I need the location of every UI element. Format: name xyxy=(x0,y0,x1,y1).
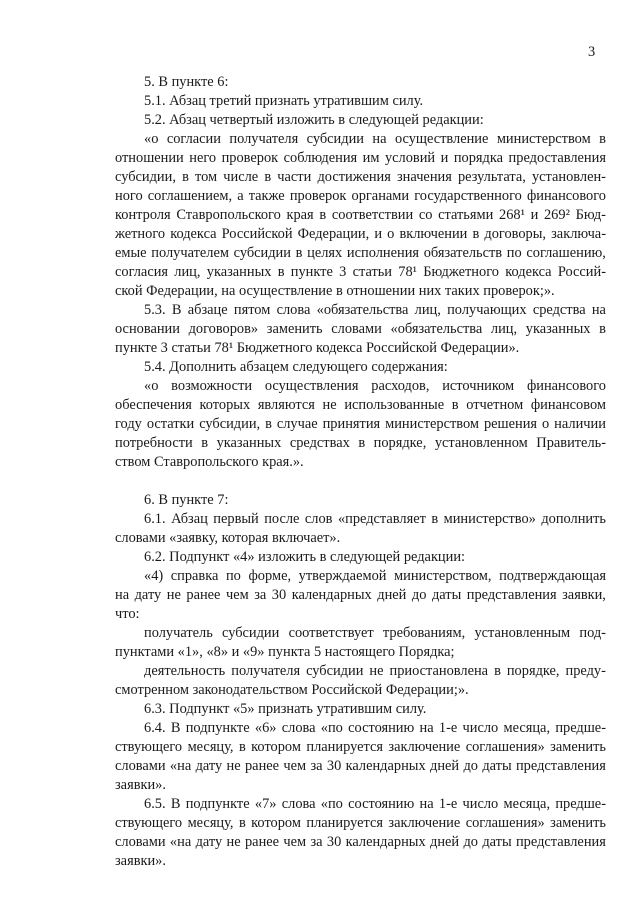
word: 30 xyxy=(326,758,342,774)
word: подтверждающая xyxy=(499,568,606,584)
word: органами xyxy=(351,188,410,204)
text-line: что: xyxy=(115,606,140,622)
word: в xyxy=(431,511,439,527)
word: Бюд- xyxy=(575,207,606,223)
word: число xyxy=(462,720,499,736)
word: лиц, xyxy=(174,264,201,280)
word: В xyxy=(171,302,182,318)
word: отношении xyxy=(115,150,184,166)
word: слова xyxy=(276,302,311,318)
word: ствующего xyxy=(115,739,183,755)
word: источником xyxy=(442,378,515,394)
word: после xyxy=(264,511,300,527)
word: в xyxy=(451,397,459,413)
word: решения xyxy=(483,416,538,432)
word: в xyxy=(358,435,366,451)
word: проверок xyxy=(221,150,279,166)
word: преду- xyxy=(565,663,606,679)
word: установлен- xyxy=(531,169,606,185)
word: обязательств xyxy=(423,245,503,261)
word: заключение xyxy=(388,815,461,831)
word: края xyxy=(286,207,314,223)
word: Правитель- xyxy=(536,435,606,451)
word: части xyxy=(277,169,312,185)
word: ранее xyxy=(244,834,280,850)
word: «4) xyxy=(144,568,164,584)
word: не xyxy=(226,834,241,850)
text-line xyxy=(144,719,606,738)
word: планируется xyxy=(306,815,383,831)
word: установленном xyxy=(434,435,528,451)
word: на xyxy=(419,720,434,736)
word: словами xyxy=(115,834,166,850)
word: абзаце xyxy=(187,302,228,318)
text-line: пункте 3 статьи 78¹ Бюджетного кодекса Российской Федерации». xyxy=(115,340,520,356)
word: том xyxy=(195,169,218,185)
word: потребности xyxy=(115,435,193,451)
word: под- xyxy=(579,625,606,641)
word: году xyxy=(115,416,142,432)
word: по xyxy=(225,568,241,584)
word: в xyxy=(238,739,246,755)
text-line xyxy=(115,244,606,263)
word: министерством xyxy=(496,131,591,147)
word: в xyxy=(201,435,209,451)
word: достижения xyxy=(317,169,391,185)
word: календарных xyxy=(345,758,426,774)
word: заявки, xyxy=(562,587,606,603)
text-line: заявки». xyxy=(115,777,166,793)
word: за xyxy=(310,758,323,774)
word: даты xyxy=(482,834,512,850)
word: «по xyxy=(320,720,343,736)
word: предше- xyxy=(555,796,606,812)
word: случае xyxy=(276,416,318,432)
word: до xyxy=(463,758,478,774)
word: финансового xyxy=(526,378,606,394)
word: являются xyxy=(257,397,315,413)
word: контроля xyxy=(115,207,171,223)
word: согласия xyxy=(115,264,169,280)
word: приостановлена xyxy=(389,663,489,679)
word: значения xyxy=(397,169,452,185)
text-line xyxy=(115,187,606,206)
word: «7» xyxy=(254,796,277,812)
word: словами xyxy=(115,758,166,774)
word: указанных xyxy=(216,435,282,451)
word: «на xyxy=(169,834,192,850)
word: жетного xyxy=(115,226,166,242)
word: пункте xyxy=(290,264,333,280)
word: 268¹ xyxy=(499,207,525,223)
word: состоянию xyxy=(348,796,415,812)
word: субсидии xyxy=(222,625,280,641)
word: кодекса xyxy=(505,264,552,280)
word: согласии xyxy=(166,131,221,147)
text-line xyxy=(115,833,606,852)
text-line: словами «заявку, которая включает». xyxy=(115,530,341,546)
word: министерство» xyxy=(443,511,536,527)
word: также xyxy=(248,188,285,204)
word: «представляет xyxy=(337,511,426,527)
text-line xyxy=(115,814,606,833)
word: ствующего xyxy=(115,815,183,831)
word: договоры, xyxy=(484,226,547,242)
word: заменить xyxy=(550,815,606,831)
word: получающих xyxy=(447,302,527,318)
word: слова xyxy=(281,796,316,812)
text-line xyxy=(115,396,606,415)
word: дней xyxy=(377,587,407,603)
word: чем xyxy=(283,758,307,774)
text-line xyxy=(115,738,606,757)
word: Бюджетного xyxy=(423,264,499,280)
word: календарных xyxy=(345,834,426,850)
word: до xyxy=(463,834,478,850)
word: по xyxy=(506,245,522,261)
word: в xyxy=(265,416,272,432)
word: министерством, xyxy=(394,568,492,584)
word: 30 xyxy=(271,587,287,603)
text-line: 5.1. Абзац третий признать утратившим силу. xyxy=(144,93,424,109)
word: соблюдения xyxy=(283,150,358,166)
text-line: заявки». xyxy=(115,853,166,869)
word: соответствии xyxy=(331,207,414,223)
word: в xyxy=(238,815,246,831)
text-line xyxy=(115,206,606,225)
text-line xyxy=(115,415,606,434)
text-line xyxy=(115,434,606,453)
word: на xyxy=(419,796,434,812)
word: порядке, xyxy=(373,435,427,451)
text-line: 5. В пункте 6: xyxy=(144,74,229,90)
word: статьи xyxy=(352,264,393,280)
word: получателя xyxy=(229,131,299,147)
word: кодекса xyxy=(170,226,217,242)
word: условий xyxy=(384,150,436,166)
word: статьями xyxy=(438,207,494,223)
word: справка xyxy=(170,568,219,584)
word: дату xyxy=(195,758,223,774)
word: не xyxy=(226,758,241,774)
word: него xyxy=(189,150,217,166)
word: наличии xyxy=(554,416,606,432)
word: подпункте xyxy=(185,720,250,736)
word: в xyxy=(494,663,501,679)
word: месяца, xyxy=(503,720,551,736)
word: не xyxy=(166,587,181,603)
word: основании xyxy=(115,321,180,337)
word: котором xyxy=(251,739,301,755)
word: о xyxy=(542,416,550,432)
word: планируется xyxy=(306,739,383,755)
text-line: ством Ставропольского края.». xyxy=(115,454,304,470)
word: соглашения» xyxy=(465,739,545,755)
word: даты xyxy=(482,758,512,774)
text-line: 6.3. Подпункт «5» признать утратившим силу. xyxy=(144,701,427,717)
text-line xyxy=(144,567,606,586)
word: проверок xyxy=(289,188,347,204)
word: подпункте xyxy=(185,796,250,812)
word: В xyxy=(170,720,181,736)
word: отчетном xyxy=(466,397,524,413)
text-line: пунктами «1», «8» и «9» пункта 5 настоящего Порядка; xyxy=(115,644,455,660)
word: в xyxy=(599,321,606,337)
word: за xyxy=(254,587,267,603)
word: и xyxy=(530,207,539,223)
word: на xyxy=(115,587,130,603)
word: представления xyxy=(466,587,557,603)
word: «о xyxy=(144,131,159,147)
word: чем xyxy=(283,834,307,850)
word: до xyxy=(411,587,427,603)
word: в xyxy=(277,264,285,280)
word: число xyxy=(462,796,499,812)
word: а xyxy=(237,188,244,204)
word: субсидии, xyxy=(199,416,261,432)
word: возможности xyxy=(171,378,253,394)
word: Ставропольского xyxy=(176,207,281,223)
word: со xyxy=(418,207,433,223)
word: утверждаемой xyxy=(298,568,387,584)
text-line xyxy=(144,377,606,396)
word: остатки xyxy=(146,416,195,432)
word: заключение xyxy=(388,739,461,755)
word: первый xyxy=(213,511,259,527)
text-line: ской Федерации, на осуществление в отношении них таких проверок;». xyxy=(115,283,555,299)
word: «обязательства xyxy=(390,321,483,337)
word: включении xyxy=(399,226,468,242)
word: слова xyxy=(281,720,316,736)
word: в xyxy=(319,207,327,223)
word: 30 xyxy=(326,834,342,850)
word: средствах xyxy=(289,435,350,451)
word: финансового xyxy=(526,188,606,204)
word: не xyxy=(369,663,384,679)
text-line xyxy=(115,168,606,187)
word: использованные xyxy=(344,397,445,413)
word: и xyxy=(374,226,383,242)
word: дополнить xyxy=(541,511,606,527)
word: дней xyxy=(430,834,460,850)
word: расходов, xyxy=(371,378,430,394)
word: «по xyxy=(320,796,343,812)
word: получателем xyxy=(151,245,229,261)
word: получатель xyxy=(144,625,213,641)
word: государственного xyxy=(414,188,522,204)
word: результата, xyxy=(457,169,526,185)
word: 5.3. xyxy=(144,302,166,318)
word: 6.1. xyxy=(144,511,166,527)
word: котором xyxy=(251,815,301,831)
word: 1-е xyxy=(438,796,458,812)
word: 1-е xyxy=(438,720,458,736)
text-line xyxy=(144,130,606,149)
word: на xyxy=(372,131,387,147)
word: субсидии, xyxy=(115,169,176,185)
word: 269² xyxy=(543,207,570,223)
word: субсидии xyxy=(306,131,364,147)
word: средства xyxy=(532,302,586,318)
word: дней xyxy=(430,758,460,774)
word: емые xyxy=(115,245,147,261)
text-line xyxy=(115,149,606,168)
word: в xyxy=(599,131,606,147)
word: в xyxy=(295,245,303,261)
word: субсидии xyxy=(233,245,291,261)
word: Абзац xyxy=(171,511,208,527)
word: соглашению, xyxy=(526,245,606,261)
word: не xyxy=(322,397,337,413)
word: заключа- xyxy=(551,226,606,242)
word: осуществления xyxy=(264,378,359,394)
word: форме, xyxy=(248,568,292,584)
word: министерством xyxy=(385,416,479,432)
word: даты xyxy=(431,587,462,603)
word: и xyxy=(440,150,449,166)
word: лиц, xyxy=(414,302,441,318)
word: календарных xyxy=(291,587,372,603)
word: месяцу, xyxy=(187,739,234,755)
word: деятельность xyxy=(144,663,226,679)
word: 3 xyxy=(339,264,347,280)
word: установленным xyxy=(474,625,571,641)
page-number: 3 xyxy=(588,44,596,60)
text-line xyxy=(115,320,606,339)
word: которых xyxy=(199,397,251,413)
word: финансовом xyxy=(530,397,606,413)
text-line: 6. В пункте 7: xyxy=(144,492,229,508)
word: принятия xyxy=(322,416,381,432)
text-line xyxy=(115,586,606,605)
word: о xyxy=(387,226,395,242)
word: дату xyxy=(134,587,162,603)
word: словами xyxy=(331,321,382,337)
word: представления xyxy=(515,834,606,850)
word: «обязательства xyxy=(316,302,409,318)
text-line xyxy=(144,510,606,529)
word: договоров» xyxy=(188,321,259,337)
word: пятом xyxy=(233,302,271,318)
word: получателя xyxy=(231,663,301,679)
word: осуществление xyxy=(394,131,489,147)
word: им xyxy=(362,150,380,166)
text-line xyxy=(144,301,606,320)
word: соглашением, xyxy=(147,188,233,204)
word: дату xyxy=(195,834,223,850)
word: обеспечения xyxy=(115,397,192,413)
word: Россий- xyxy=(557,264,606,280)
word: чем xyxy=(225,587,249,603)
word: предше- xyxy=(555,720,606,736)
word: в xyxy=(182,169,189,185)
word: порядке, xyxy=(506,663,560,679)
word: Федерации, xyxy=(297,226,370,242)
word: ранее xyxy=(186,587,221,603)
word: 6.5. xyxy=(144,796,166,812)
word: указанных xyxy=(206,264,272,280)
word: в xyxy=(264,169,272,185)
word: «6» xyxy=(254,720,277,736)
word: исполнения xyxy=(346,245,420,261)
word: состоянию xyxy=(348,720,415,736)
word: месяца, xyxy=(503,796,551,812)
word: заменить xyxy=(550,739,606,755)
word: ного xyxy=(115,188,143,204)
text-line xyxy=(144,624,606,643)
word: лиц, xyxy=(490,321,518,337)
word: числе xyxy=(223,169,259,185)
word: субсидии xyxy=(306,663,364,679)
word: за xyxy=(310,834,323,850)
text-line xyxy=(115,225,606,244)
word: ранее xyxy=(244,758,280,774)
text-line: смотренном законодательством Российской Федерации;». xyxy=(115,682,469,698)
word: В xyxy=(170,796,181,812)
word: соглашения» xyxy=(465,815,545,831)
word: соответствует xyxy=(288,625,374,641)
word: заменить xyxy=(266,321,323,337)
word: порядка xyxy=(453,150,504,166)
word: «на xyxy=(169,758,192,774)
text-line: 5.4. Дополнить абзацем следующего содержания: xyxy=(144,359,448,375)
word: представления xyxy=(515,758,606,774)
word: Российской xyxy=(221,226,293,242)
word: слов xyxy=(304,511,333,527)
word: 6.4. xyxy=(144,720,166,736)
word: 78¹ xyxy=(398,264,417,280)
word: предоставления xyxy=(508,150,606,166)
word: месяцу, xyxy=(187,815,234,831)
text-line: 6.2. Подпункт «4» изложить в следующей редакции: xyxy=(144,549,466,565)
word: «о xyxy=(144,378,159,394)
text-line xyxy=(115,263,606,282)
text-line xyxy=(115,757,606,776)
word: целях xyxy=(307,245,343,261)
text-line xyxy=(144,662,606,681)
text-line: 5.2. Абзац четвертый изложить в следующей редакции: xyxy=(144,112,484,128)
word: на xyxy=(591,302,606,318)
word: требованиям, xyxy=(382,625,466,641)
word: в xyxy=(472,226,480,242)
word: указанных xyxy=(525,321,591,337)
text-line xyxy=(144,795,606,814)
